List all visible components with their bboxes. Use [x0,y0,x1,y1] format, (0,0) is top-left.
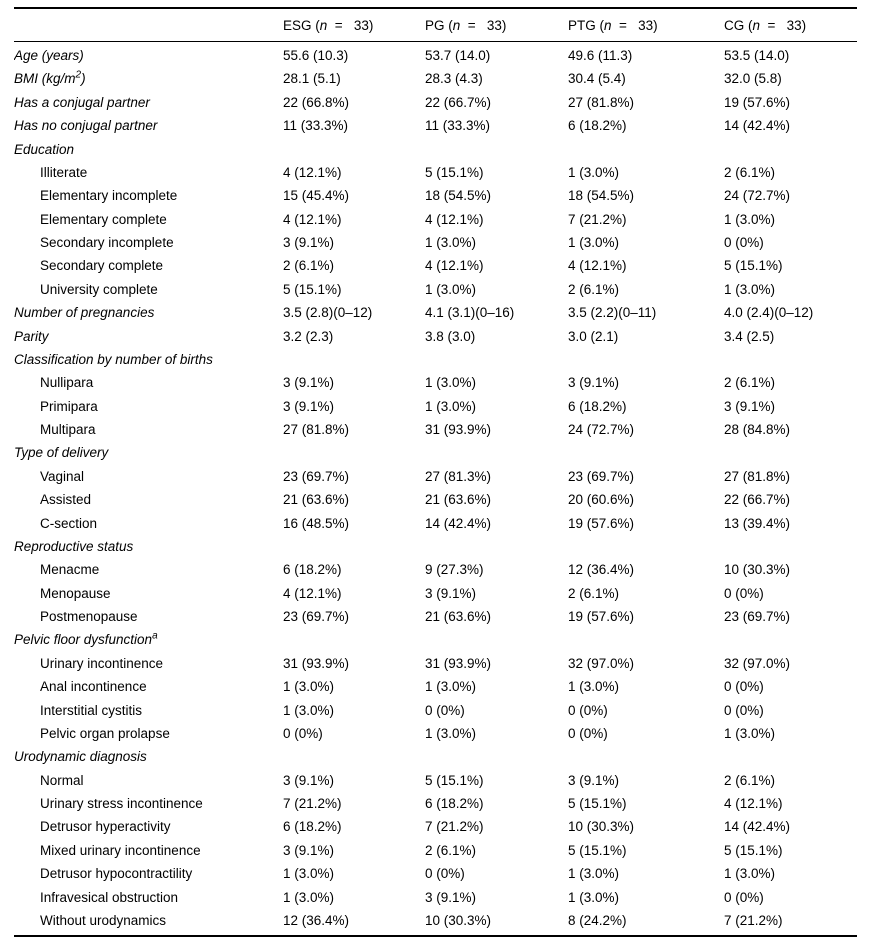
cell-value: 3 (9.1%) [724,398,776,414]
table-row [14,488,857,511]
row-label: Elementary incomplete [40,188,178,204]
cell-value: 3 (9.1%) [568,375,620,391]
cell-value [425,137,568,160]
cell-value: 6 (18.2%) [283,819,342,835]
cell-value: 6 (18.2%) [283,562,342,578]
cell-value: 3 (9.1%) [425,585,477,601]
row-label: Urodynamic diagnosis [14,749,147,765]
row-label: Education [14,141,75,157]
cell-value: 4.0 (2.4)(0–12) [724,305,814,321]
cell-value [425,441,568,464]
row-label: Nullipara [40,375,94,391]
cell-value: 5 (15.1%) [425,772,484,788]
row-label: Has a conjugal partner [14,94,150,110]
cell-value: 14 (42.4%) [724,819,791,835]
cell-value [425,348,568,371]
superscript-marker: a [152,630,158,642]
cell-value: 4 (12.1%) [724,796,783,811]
cell-value: 10 (30.3%) [425,909,568,936]
cell-value: 14 (42.4%) [724,118,791,134]
cell-value: 0 (0%) [283,725,323,741]
table-row [14,511,857,534]
table-row [14,278,857,301]
row-label: Pelvic organ prolapse [40,725,170,741]
cell-value: 18 (54.5%) [425,188,492,204]
row-label: Pelvic floor dysfunction$^a$ [14,630,158,648]
column-header-text: PG ( [425,18,453,33]
row-label: C-section [40,515,98,531]
cell-value: 4 (12.1%) [283,164,342,180]
cell-value: 3 (9.1%) [283,235,335,250]
cell-value: 28.3 (4.3) [425,71,483,87]
cell-value: 23 (69.7%) [283,468,350,484]
n-symbol: n [452,18,461,33]
cell-value: 6 (18.2%) [568,398,627,414]
table-row [14,815,857,838]
cell-value [283,745,425,768]
cell-value: 3 (9.1%) [568,772,620,788]
row-label: Interstitial cystitis [40,702,143,718]
table-row [14,722,857,745]
cell-value: 21 (63.6%) [425,492,492,508]
cell-value: 0 (0%) [568,702,608,718]
cell-value: 5 (15.1%) [425,164,484,180]
table-row [14,745,857,768]
cell-value: 4 (12.1%) [425,211,484,227]
cell-value: 1 (3.0%) [283,866,335,882]
cell-value: 19 (57.6%) [724,94,791,110]
cell-value: 3.5 (2.8)(0–12) [283,305,373,321]
table-row [14,768,857,791]
cell-value [568,628,724,651]
table-row [14,581,857,604]
cell-value: 1 (3.0%) [724,211,776,227]
row-label: Age (years) [14,48,84,63]
cell-value: 2 (6.1%) [283,258,335,274]
cell-value [724,628,857,651]
table-row [14,324,857,347]
column-header-count: = 33) [460,18,507,33]
cell-value: 0 (0%) [724,235,764,250]
cell-value: 23 (69.7%) [568,468,635,484]
cell-value: 1 (3.0%) [425,398,477,414]
cell-value: 27 (81.8%) [724,468,791,484]
cell-value: 4 (12.1%) [283,585,342,601]
table-row [14,652,857,675]
table-row [14,231,857,254]
cell-value: 1 (3.0%) [425,375,477,391]
cell-value [724,745,857,768]
cell-value [568,745,724,768]
row-label: Primipara [40,398,98,414]
cell-value [724,535,857,558]
cell-value: 1 (3.0%) [425,235,477,250]
row-label: Secondary incomplete [40,235,174,250]
cell-value: 55.6 (10.3) [283,48,349,63]
cell-value: 1 (3.0%) [283,889,335,905]
cell-value [283,348,425,371]
cell-value: 7 (21.2%) [425,819,484,835]
table-row [14,698,857,721]
cell-value: 1 (3.0%) [568,679,620,695]
column-header-count: = 33) [327,18,374,33]
column-header-text: ESG ( [283,18,320,33]
table-row [14,371,857,394]
column-header-ptg [568,8,724,42]
cell-value [568,348,724,371]
table-row [14,207,857,230]
table-row [14,42,857,68]
row-label: Type of delivery [14,445,109,461]
cell-value: 22 (66.8%) [283,94,350,110]
cell-value: 32.0 (5.8) [724,71,782,87]
row-label: Number of pregnancies [14,305,155,321]
column-header-text: PTG ( [568,18,604,33]
cell-value: 28 (84.8%) [724,422,791,437]
row-label: Detrusor hyperactivity [40,819,171,835]
table-row [14,605,857,628]
row-label: Classification by number of births [14,351,213,367]
cell-value: 3 (9.1%) [283,842,335,858]
cell-value: 0 (0%) [724,679,764,695]
cell-value: 53.7 (14.0) [425,48,491,63]
table-row [14,254,857,277]
table-row [14,67,857,90]
cell-value [568,441,724,464]
cell-value: 28.1 (5.1) [283,71,341,87]
cell-value [724,441,857,464]
cell-value: 16 (48.5%) [283,515,350,531]
n-symbol: n [752,18,761,33]
superscript-marker: 2 [75,69,82,81]
row-label: Mixed urinary incontinence [40,842,201,858]
table-row [14,301,857,324]
table-row [14,418,857,441]
table-header-row [14,8,857,42]
row-label: Elementary complete [40,211,167,227]
cell-value: 1 (3.0%) [283,679,335,695]
cell-value: 27 (81.8%) [568,94,635,110]
row-label: Has no conjugal partner [14,118,158,134]
cell-value: 2 (6.1%) [724,164,776,180]
column-header-count: = 33) [611,18,658,33]
cell-value: 3.8 (3.0) [425,328,476,344]
cell-value: 1 (3.0%) [568,866,620,882]
table-row [14,675,857,698]
cell-value: 4 (12.1%) [568,258,627,274]
cell-value: 32 (97.0%) [724,655,791,671]
row-label: Normal [40,772,84,788]
row-label: Vaginal [40,468,85,484]
cell-value: 5 (15.1%) [724,258,783,274]
cell-value: 9 (27.3%) [425,562,484,578]
cell-value [283,441,425,464]
cell-value [724,137,857,160]
row-label: Multipara [40,422,96,437]
table-row [14,885,857,908]
cell-value: 31 (93.9%) [283,655,350,671]
row-label: Illiterate [40,164,88,180]
row-label: Postmenopause [40,609,138,624]
cell-value: 8 (24.2%) [568,909,724,936]
row-label: Infravesical obstruction [40,889,179,905]
row-label: University complete [40,281,158,297]
column-header-pg [425,8,568,42]
cell-value: 1 (3.0%) [283,702,335,718]
row-label: Urinary stress incontinence [40,796,203,811]
cell-value: 0 (0%) [724,585,764,601]
row-label: Urinary incontinence [40,655,164,671]
cell-value: 32 (97.0%) [568,655,635,671]
cell-value: 31 (93.9%) [425,422,492,437]
cell-value: 3.2 (2.3) [283,328,334,344]
cell-value: 7 (21.2%) [724,909,857,936]
row-label: Menacme [40,562,100,578]
table-row [14,394,857,417]
cell-value: 0 (0%) [568,725,608,741]
cell-value: 1 (3.0%) [425,725,477,741]
n-symbol: n [319,18,328,33]
cell-value: 18 (54.5%) [568,188,635,204]
cell-value: 21 (63.6%) [283,492,350,508]
cell-value: 0 (0%) [724,889,764,905]
cell-value: 4.1 (3.1)(0–16) [425,305,515,321]
cell-value: 5 (15.1%) [283,281,342,297]
cell-value: 19 (57.6%) [568,609,635,624]
cell-value: 11 (33.3%) [425,118,491,134]
table-row [14,161,857,184]
cell-value [425,745,568,768]
cell-value: 11 (33.3%) [283,118,349,134]
cell-value: 20 (60.6%) [568,492,635,508]
cell-value: 30.4 (5.4) [568,71,626,87]
table-row [14,184,857,207]
cell-value: 23 (69.7%) [283,609,350,624]
cell-value: 2 (6.1%) [425,842,477,858]
cell-value: 53.5 (14.0) [724,48,790,63]
row-label: Detrusor hypocontractility [40,866,193,882]
row-label: Menopause [40,585,111,601]
table-row [14,348,857,371]
cell-value: 7 (21.2%) [283,796,342,811]
cell-value: 2 (6.1%) [568,281,620,297]
cell-value: 5 (15.1%) [724,842,783,858]
table-row [14,862,857,885]
table-row [14,839,857,862]
cell-value: 31 (93.9%) [425,655,492,671]
cell-value: 0 (0%) [724,702,764,718]
cell-value: 49.6 (11.3) [568,48,633,63]
cell-value: 4 (12.1%) [283,211,342,227]
table-row [14,535,857,558]
cell-value: 5 (15.1%) [568,796,627,811]
row-label: Reproductive status [14,538,134,554]
cell-value: 0 (0%) [425,702,465,718]
table-row [14,114,857,137]
cell-value: 3.5 (2.2)(0–11) [568,305,657,321]
cell-value: 24 (72.7%) [724,188,791,204]
cell-value [568,535,724,558]
cell-value [568,137,724,160]
cell-value: 14 (42.4%) [425,515,492,531]
n-symbol: n [604,18,612,33]
cell-value: 21 (63.6%) [425,609,492,624]
cell-value: 3.4 (2.5) [724,328,775,344]
cell-value [724,348,857,371]
cell-value: 10 (30.3%) [724,562,791,578]
column-header-esg [283,8,425,42]
cell-value: 3 (9.1%) [283,398,335,414]
table-body [14,42,857,936]
cell-value: 2 (6.1%) [724,375,776,391]
table-row [14,909,857,936]
table-row [14,91,857,114]
cell-value: 3.0 (2.1) [568,328,619,344]
cell-value: 1 (3.0%) [724,281,776,297]
cell-value: 15 (45.4%) [283,188,350,204]
cell-value: 3 (9.1%) [425,889,477,905]
cell-value: 22 (66.7%) [425,94,492,110]
row-label: Secondary complete [40,258,164,274]
cell-value: 22 (66.7%) [724,492,791,508]
cell-value: 1 (3.0%) [568,889,620,905]
cell-value [283,628,425,651]
cell-value: 12 (36.4%) [568,562,635,578]
cell-value: 2 (6.1%) [724,772,776,788]
column-header-text: CG ( [724,18,753,33]
cell-value [425,628,568,651]
cell-value: 19 (57.6%) [568,515,635,531]
cell-value: 2 (6.1%) [568,585,620,601]
table-row [14,441,857,464]
row-label: Without urodynamics [14,909,283,936]
row-label: BMI $(kg/m^2)$ [14,69,86,87]
column-header-cg [724,8,857,42]
cell-value: 3 (9.1%) [283,375,335,391]
cell-value: 7 (21.2%) [568,211,627,227]
cell-value: 13 (39.4%) [724,515,791,531]
cell-value: 1 (3.0%) [568,164,620,180]
cell-value: 12 (36.4%) [283,909,425,936]
cell-value: 6 (18.2%) [425,796,484,811]
cell-value: 1 (3.0%) [425,281,477,297]
table-row [14,465,857,488]
cell-value: 6 (18.2%) [568,118,627,134]
cell-value: 24 (72.7%) [568,422,635,437]
column-header-count: = 33) [760,18,807,33]
cell-value: 27 (81.3%) [425,468,492,484]
table-row [14,792,857,815]
cell-value: 5 (15.1%) [568,842,627,858]
cell-value: 27 (81.8%) [283,422,350,437]
cell-value [283,535,425,558]
row-label: Parity [14,328,49,344]
cell-value [425,535,568,558]
cell-value: 23 (69.7%) [724,609,791,624]
cell-value: 3 (9.1%) [283,772,335,788]
table-row [14,558,857,581]
cell-value [283,137,425,160]
corner-cell [14,8,283,42]
cell-value: 1 (3.0%) [568,235,620,250]
cell-value: 10 (30.3%) [568,819,635,835]
participants-table [14,7,857,937]
table-row [14,628,857,651]
cell-value: 0 (0%) [425,866,465,882]
row-label: Assisted [40,492,92,508]
cell-value: 1 (3.0%) [425,679,477,695]
cell-value: 4 (12.1%) [425,258,484,274]
row-label: Anal incontinence [40,679,147,695]
cell-value: 1 (3.0%) [724,725,776,741]
cell-value: 1 (3.0%) [724,866,776,882]
table-row [14,137,857,160]
